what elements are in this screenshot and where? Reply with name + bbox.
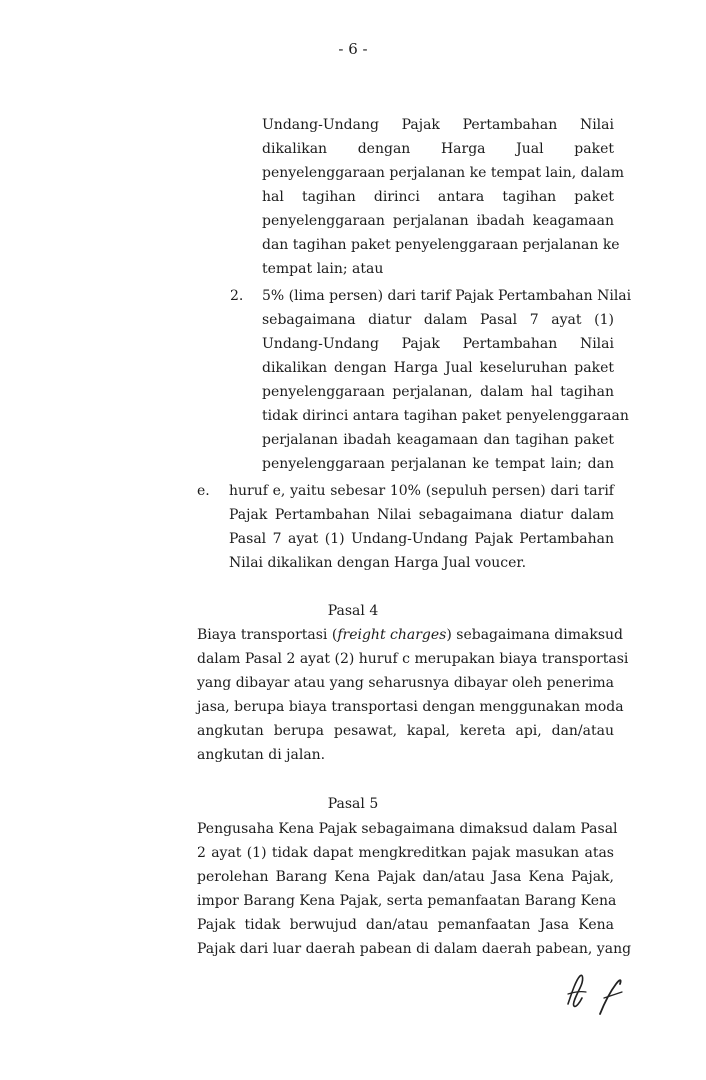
text-line: Undang-Undang Pajak Pertambahan Nilai [262,117,614,133]
text-line [197,623,623,647]
italic-term: freight charges [337,627,447,643]
text-line: Pengusaha Kena Pajak sebagaimana dimaksud dalam Pasal [197,821,618,837]
text-line: dan tagihan paket penyelenggaraan perjalanan ke [262,237,620,253]
text-line: sebagaimana diatur dalam Pasal 7 ayat (1) [262,312,614,328]
text-line: angkutan di jalan. [197,747,326,763]
text-line: penyelenggaraan perjalanan, dalam hal tagihan [262,384,614,400]
text-line: tidak dirinci antara tagihan paket penyelenggaraan [262,408,629,424]
text-line: jasa, berupa biaya transportasi dengan menggunakan moda [197,699,624,715]
text-segment: Biaya transportasi ( [197,627,338,643]
text-line: Pajak tidak berwujud dan/atau pemanfaatan Jasa Kena [197,917,614,933]
text-line: penyelenggaraan perjalanan ibadah keagamaan [262,213,614,229]
text-line: tempat lain; atau [262,261,384,277]
text-line: impor Barang Kena Pajak, serta pemanfaatan Barang Kena [197,893,617,909]
text-line: penyelenggaraan perjalanan ke tempat lain, dalam [262,165,625,181]
text-line: Pajak Pertambahan Nilai sebagaimana diatur dalam [229,507,614,523]
paraf-signature-icon [560,962,640,1022]
text-line: 5% (lima persen) dari tarif Pajak Pertambahan Nilai [262,288,632,304]
text-segment: ) sebagaimana dimaksud [446,627,623,643]
pasal-5-heading: Pasal 5 [327,796,379,812]
text-line: perjalanan ibadah keagamaan dan tagihan paket [262,432,614,448]
text-line: penyelenggaraan perjalanan ke tempat lain; dan [262,456,614,472]
text-line: Undang-Undang Pajak Pertambahan Nilai [262,336,614,352]
text-line: hal tagihan dirinci antara tagihan paket [262,189,614,205]
text-line: perolehan Barang Kena Pajak dan/atau Jasa Kena Pajak, [197,869,614,885]
text-line: huruf e, yaitu sebesar 10% (sepuluh persen) dari tarif [229,483,614,499]
pasal-4-heading: Pasal 4 [327,603,379,619]
text-line: dikalikan dengan Harga Jual paket [262,141,614,157]
text-line: angkutan berupa pesawat, kapal, kereta api, dan/atau [197,723,614,739]
text-line: Nilai dikalikan dengan Harga Jual voucer. [229,555,527,571]
text-line: 2 ayat (1) tidak dapat mengkreditkan pajak masukan atas [197,845,614,861]
text-line: Pasal 7 ayat (1) Undang-Undang Pajak Pertambahan [229,531,614,547]
item-letter: e. [197,483,210,499]
item-number: 2. [230,288,244,304]
text-line: dalam Pasal 2 ayat (2) huruf c merupakan biaya transportasi [197,651,629,667]
text-line: yang dibayar atau yang seharusnya dibayar oleh penerima [197,675,614,691]
text-line: Pajak dari luar daerah pabean di dalam daerah pabean, yang [197,941,632,957]
text-line: dikalikan dengan Harga Jual keseluruhan paket [262,360,614,376]
page-number: - 6 - [338,40,368,58]
